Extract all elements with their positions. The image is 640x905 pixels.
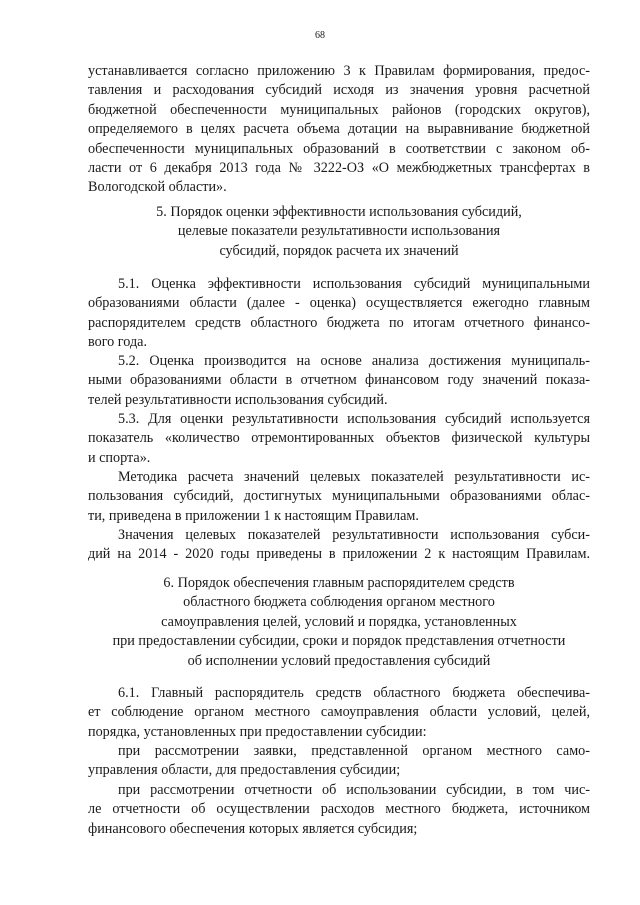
section-6-heading xyxy=(88,574,590,671)
text-line: распорядителем средств областного бюджета по итогам отчетного финансо- xyxy=(88,314,590,331)
heading-line: целевые показатели результативности использования xyxy=(177,223,501,240)
paragraph-5-3 xyxy=(88,410,590,468)
text-line: телей результативности использования субсидий. xyxy=(88,391,388,408)
text-line: показатель «количество отремонтированных объектов физической культуры xyxy=(88,430,590,447)
section-5-heading xyxy=(88,203,590,261)
text-line: управления области, для предоставления субсидии; xyxy=(88,762,401,779)
heading-line: 5. Порядок оценки эффективности использования субсидий, xyxy=(156,204,522,220)
text-line: вого года. xyxy=(88,334,148,351)
heading-line: при предоставлении субсидии, сроки и порядок представления отчетности xyxy=(112,633,566,650)
text-line: ет соблюдение органом местного самоуправления области условий, целей, xyxy=(88,704,590,721)
text-line: Значения целевых показателей результативности использования субси- xyxy=(118,527,590,543)
intro-paragraph xyxy=(88,62,590,198)
text-line: 5.2. Оценка производится на основе анализа достижения муниципаль- xyxy=(118,353,590,369)
text-line: ле отчетности об осуществлении расходов местного бюджета, источником xyxy=(88,801,590,818)
text-line: дий на 2014 - 2020 годы приведены в приложении 2 к настоящим Правилам. xyxy=(88,546,590,563)
text-line: Вологодской области». xyxy=(88,179,227,196)
paragraph-5-1 xyxy=(88,275,590,353)
text-line: ласти от 6 декабря 2013 года № 3222-ОЗ «О межбюджетных трансфертах в xyxy=(88,160,590,177)
paragraph-application-review xyxy=(88,742,590,781)
text-line: ти, приведена в приложении 1 к настоящим Правилам. xyxy=(88,507,419,524)
text-line: при рассмотрении отчетности об использовании субсидии, в том чис- xyxy=(118,782,590,798)
paragraph-methodology xyxy=(88,468,590,526)
text-line: и спорта». xyxy=(88,449,151,466)
text-line: бюджетной обеспеченности муниципальных районов (городских округов), xyxy=(88,101,590,118)
text-line: ными образованиями области в отчетном финансовом году значений показа- xyxy=(88,372,590,389)
heading-line: 6. Порядок обеспечения главным распорядителем средств xyxy=(163,575,515,591)
heading-line: субсидий, порядок расчета их значений xyxy=(219,242,459,259)
text-line: 5.3. Для оценки результативности использования субсидий используется xyxy=(118,411,590,427)
heading-line: об исполнении условий предоставления субсидий xyxy=(187,652,491,669)
text-line: финансового обеспечения которых является субсидия; xyxy=(88,820,418,837)
paragraph-5-2 xyxy=(88,352,590,410)
text-line: пользования субсидий, достигнутых муниципальными образованиями облас- xyxy=(88,488,590,505)
page-number: 68 xyxy=(315,30,325,41)
text-line: при рассмотрении заявки, представленной органом местного само- xyxy=(118,743,590,759)
heading-line: самоуправления целей, условий и порядка, установленных xyxy=(161,613,517,630)
text-line: образованиями области (далее - оценка) осуществляется ежегодно главным xyxy=(88,295,590,312)
text-line: определяемого в целях расчета объема дотации на выравнивание бюджетной xyxy=(88,121,590,138)
paragraph-target-values xyxy=(88,526,590,565)
text-line: 6.1. Главный распорядитель средств областного бюджета обеспечива- xyxy=(118,685,590,701)
text-line: Методика расчета значений целевых показателей результативности ис- xyxy=(118,469,590,485)
text-line: обеспеченности муниципальных образований в соответствии с законом об- xyxy=(88,140,590,157)
text-line: устанавливается согласно приложению 3 к Правилам формирования, предос- xyxy=(88,63,590,79)
text-line: порядка, установленных при предоставлении субсидии: xyxy=(88,723,427,740)
paragraph-6-1 xyxy=(88,684,590,742)
text-line: 5.1. Оценка эффективности использования субсидий муниципальными xyxy=(118,276,590,292)
paragraph-reporting-review xyxy=(88,781,590,839)
text-line: тавления и расходования субсидий исходя из значения уровня расчетной xyxy=(88,82,590,99)
heading-line: областного бюджета соблюдения органом местного xyxy=(183,594,495,611)
